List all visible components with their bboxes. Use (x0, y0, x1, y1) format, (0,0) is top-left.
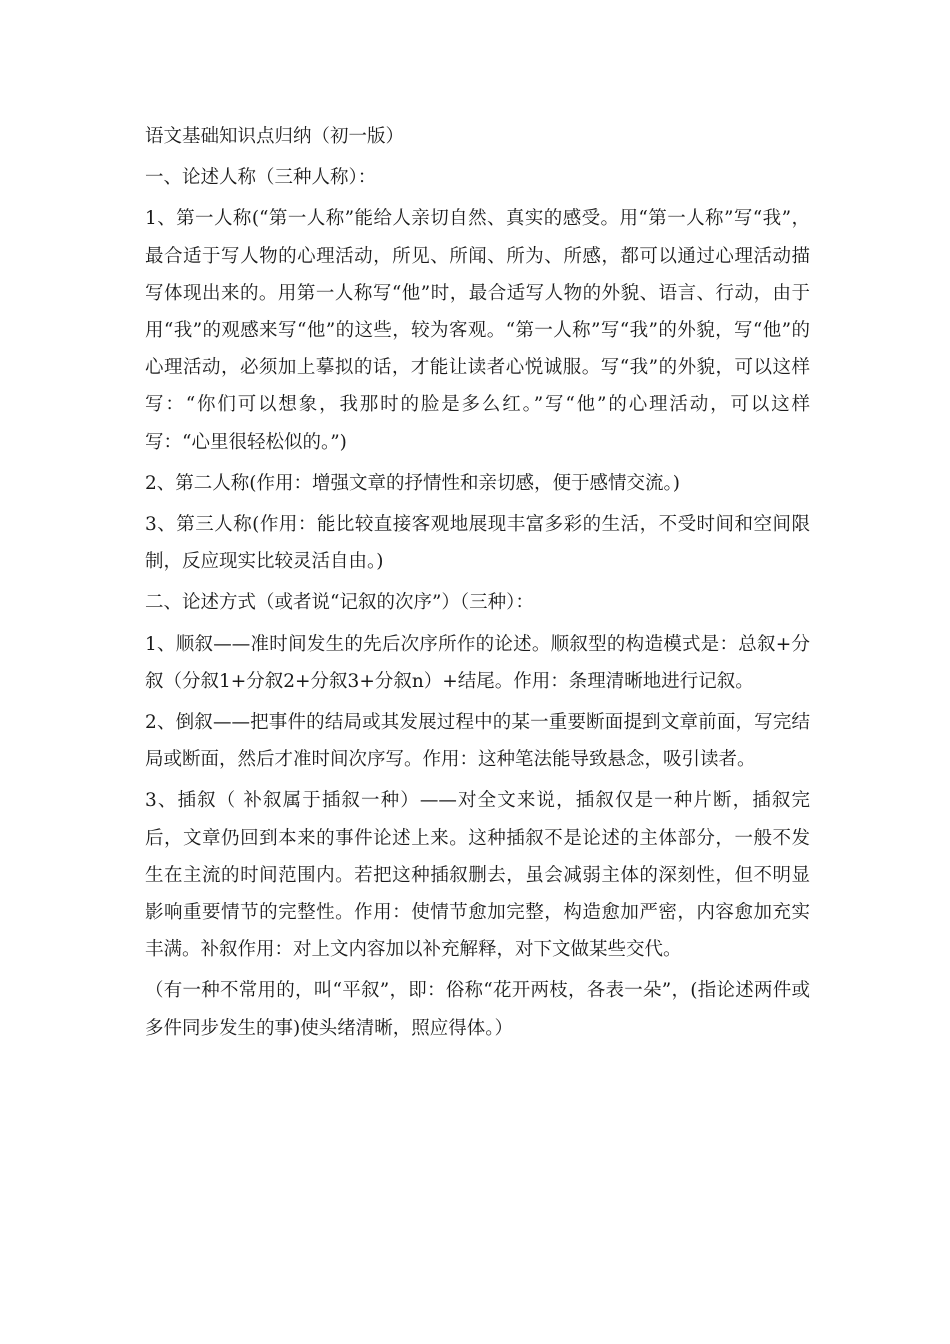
paragraph-third-person: 3、第三人称(作用：能比较直接客观地展现丰富多彩的生活，不受时间和空间限制，反应现实比较灵活自由。) (145, 514, 810, 573)
paragraph-parallel-narration: （有一种不常用的，叫“平叙”，即：俗称“花开两枝，各表一朵”，(指论述两件或多件同步发生的事)使头绪清晰，照应得体。） (145, 980, 810, 1039)
section-heading-narrative-person: 一、论述人称（三种人称）： (145, 167, 377, 189)
document-title: 语文基础知识点归纳（初一版） (145, 126, 405, 147)
paragraph-second-person: 2、第二人称(作用：增强文章的抒情性和亲切感，便于感情交流。) (145, 472, 680, 494)
paragraph-chronological: 1、顺叙——准时间发生的先后次序所作的论述。顺叙型的构造模式是：总叙+分叙（分叙1+分叙2+分叙3+分叙n）+结尾。作用：条理清晰地进行记叙。 (145, 633, 810, 692)
document-body (145, 118, 810, 1051)
paragraph-flashback: 2、倒叙——把事件的结局或其发展过程中的某一重要断面提到文章前面，写完结局或断面，然后才准时间次序写。作用：这种笔法能导致悬念，吸引读者。 (145, 712, 810, 771)
section-heading-narrative-order: 二、论述方式（或者说“记叙的次序”）（三种）： (145, 592, 534, 614)
paragraph-first-person: 1、第一人称(“第一人称”能给人亲切自然、真实的感受。用“第一人称”写“我”，最合适于写人物的心理活动，所见、所闻、所为、所感，都可以通过心理活动描写体现出来的。用第一人称写“他”时，最合适写人物的外貌、语言、行动，由于用“我”的观感来写“他”的这些，较为客观。“第一人称”写“我”的外貌，写“他”的心理活动，必须加上摹拟的话，才能让读者心悦诚服。写“我”的外貌，可以这样写：“你们可以想象，我那时的脸是多么红。”写“他”的心理活动，可以这样写：“心里很轻松似的。”) (145, 208, 810, 453)
paragraph-interpolation: 3、插叙（ 补叙属于插叙一种）——对全文来说，插叙仅是一种片断，插叙完后，文章仍回到本来的事件论述上来。这种插叙不是论述的主体部分，一般不发生在主流的时间范围内。若把这种插叙删去，虽会减弱主体的深刻性，但不明显影响重要情节的完整性。作用：使情节愈加完整，构造愈加严密，内容愈加充实丰满。补叙作用：对上文内容加以补充解释，对下文做某些交代。 (145, 790, 810, 961)
